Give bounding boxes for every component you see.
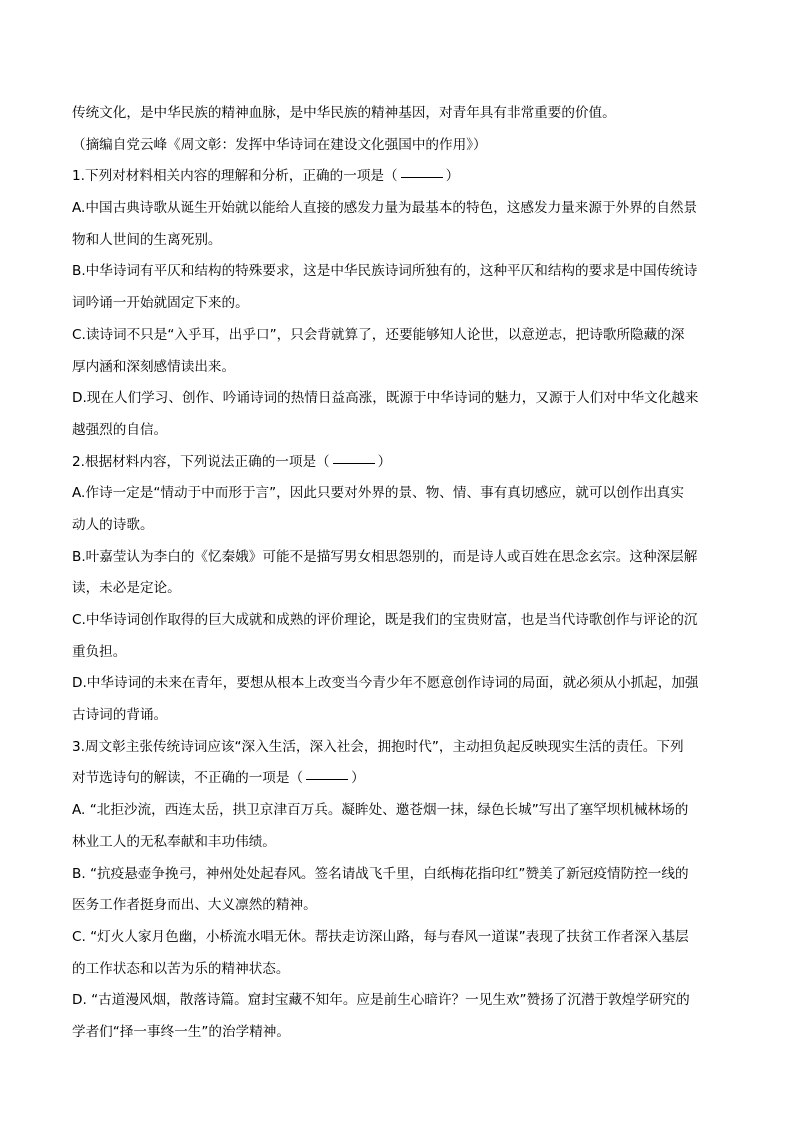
option-a: A.作诗一定是“情动于中而形于言”，因此只要对外界的景、物、情、事有真切感应，就可以创作出真实 动人的诗歌。 — [72, 485, 684, 533]
answer-blank[interactable] — [306, 778, 348, 780]
option-d: D.中华诗词的未来在青年，要想从根本上改变当今青少年不愿意创作诗词的局面，就必须从小抓起，加强 古诗词的背诵。 — [72, 675, 699, 724]
option-b: B.中华诗词有平仄和结构的特殊要求，这是中华民族诗词所独有的，这种平仄和结构的要求是中国传统诗 词吟诵一开始就固定下来的。 — [72, 263, 698, 312]
option-b: B.叶嘉莹认为李白的《忆秦娥》可能不是描写男女相思怨别的，而是诗人或百姓在思念玄宗。这种深层解 读，未必是定论。 — [72, 548, 698, 597]
option-a: A. “北拒沙流，西连太岳，拱卫京津百万兵。凝眸处、邀苍烟一抹，绿色长城”写出了塞罕坝机械林场的 林业工人的无私奉献和丰功伟绩。 — [72, 802, 689, 850]
question-3 — [72, 732, 722, 1049]
question-stem: 1.下列对材料相关内容的理解和分析，正确的一项是（ ） — [72, 168, 460, 185]
question-stem-line2: 对节选诗句的解读，不正确的一项是（ ） — [72, 770, 365, 787]
option-b: B. “抗疫悬壶争挽弓，神州处处起春风。签名请战飞千里，白纸梅花指印红”赞美了新冠疫情防控一线的 医务工作者挺身而出、大义凛然的精神。 — [72, 865, 689, 914]
option-d: D.现在人们学习、创作、吟诵诗词的热情日益高涨，既源于中华诗词的魅力，又源于人们对中华文化越来 越强烈的自信。 — [72, 390, 699, 438]
question-1 — [72, 161, 722, 446]
intro-text: 传统文化，是中华民族的精神血脉，是中华民族的精神基因，对青年具有非常重要的价值。 — [72, 105, 616, 121]
option-c: C.读诗词不只是“入乎耳，出乎口”，只会背就算了，还要能够知人论世，以意逆志，把诗歌所隐藏的深 厚内涵和深刻感情读出来。 — [72, 326, 685, 375]
question-stem: 2.根据材料内容，下列说法正确的一项是（ ） — [72, 453, 392, 470]
source-citation: （摘编自党云峰《周文彰：发挥中华诗词在建设文化强国中的作用》） — [72, 136, 487, 153]
option-c: C. “灯火人家月色幽，小桥流水唱无休。帮扶走访深山路，每与春风一道谋”表现了扶贫工作者深入基层 的工作状态和以苦为乐的精神状态。 — [72, 928, 689, 977]
answer-blank[interactable] — [333, 462, 375, 464]
answer-blank[interactable] — [401, 176, 443, 178]
question-stem-line1: 3.周文彰主张传统诗词应该“深入生活，深入社会，拥抱时代”，主动担负起反映现实生活的责任。下列 — [72, 738, 684, 755]
option-a: A.中国古典诗歌从诞生开始就以能给人直接的感发力量为最基本的特色，这感发力量来源于外界的自然景 物和人世间的生离死别。 — [72, 200, 698, 248]
option-d: D. “古道漫风烟，散落诗篇。窟封宝藏不知年。应是前生心暗许？一见生欢”赞扬了沉潜于敦煌学研究的 学者们“择一事终一生”的治学精神。 — [72, 992, 690, 1040]
question-2 — [72, 447, 722, 732]
option-c: C.中华诗词创作取得的巨大成就和成熟的评价理论，既是我们的宝贵财富，也是当代诗歌创作与评论的沉 重负担。 — [72, 612, 698, 660]
